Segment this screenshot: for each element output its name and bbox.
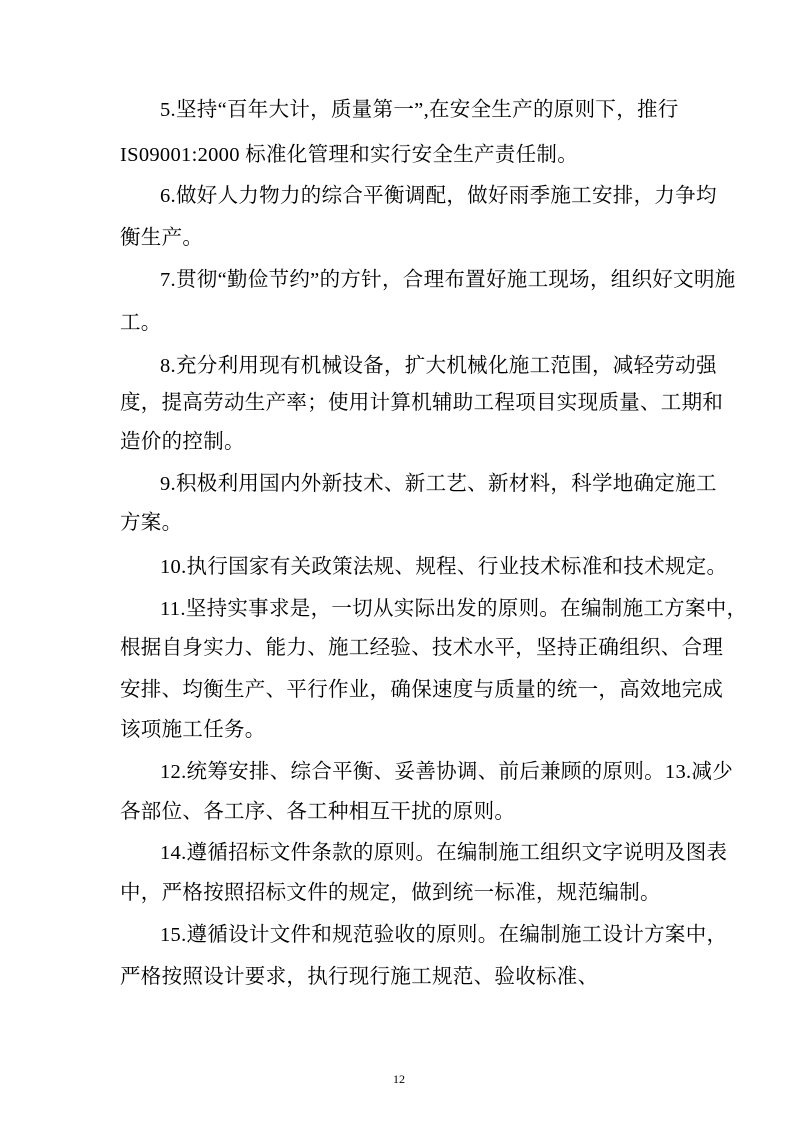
paragraph-line: 安排、均衡生产、平行作业，确保速度与质量的统一，高效地完成 [120, 679, 724, 701]
paragraph-line: 8.充分利用现有机械设备，扩大机械化施工范围，减轻劳动强 [160, 355, 717, 377]
paragraph-line: 严格按照设计要求，执行现行施工规范、验收标准、 [120, 966, 599, 988]
paragraph-line: 5.坚持“百年大计，质量第一”,在安全生产的原则下，推行 [160, 99, 679, 121]
paragraph-line: IS09001:2000 标准化管理和实行安全生产责任制。 [120, 144, 578, 166]
paragraph-line: 根据自身实力、能力、施工经验、技术水平，坚持正确组织、合理 [120, 637, 724, 659]
paragraph-line: 造价的控制。 [120, 431, 245, 453]
paragraph-line: 该项施工任务。 [120, 719, 266, 741]
paragraph-line: 15.遵循设计文件和规范验收的原则。在编制施工设计方案中， [160, 924, 728, 946]
paragraph-line: 中，严格按照招标文件的规定，做到统一标准，规范编制。 [120, 882, 661, 904]
paragraph-line: 工。 [120, 312, 162, 334]
paragraph-line: 11.坚持实事求是，一切从实际出发的原则。在编制施工方案中， [160, 598, 748, 620]
paragraph-line: 6.做好人力物力的综合平衡调配，做好雨季施工安排，力争均 [160, 185, 717, 207]
paragraph-line: 14.遵循招标文件条款的原则。在编制施工组织文字说明及图表 [160, 842, 728, 864]
paragraph-line: 方案。 [120, 512, 183, 534]
paragraph-line: 7.贯彻“勤俭节约”的方针，合理布置好施工现场，组织好文明施 [160, 269, 736, 291]
paragraph-line: 10.执行国家有关政策法规、规程、行业技术标准和技术规定。 [160, 556, 728, 578]
paragraph-line: 度，提高劳动生产率；使用计算机辅助工程项目实现质量、工期和 [120, 392, 724, 414]
paragraph-line: 12.统筹安排、综合平衡、妥善协调、前后兼顾的原则。13.减少 [160, 761, 734, 783]
paragraph-line: 各部位、各工序、各工种相互干扰的原则。 [120, 801, 516, 823]
paragraph-line: 衡生产。 [120, 227, 204, 249]
page-number: 12 [393, 1072, 405, 1086]
paragraph-line: 9.积极利用国内外新技术、新工艺、新材料，科学地确定施工 [160, 473, 717, 495]
